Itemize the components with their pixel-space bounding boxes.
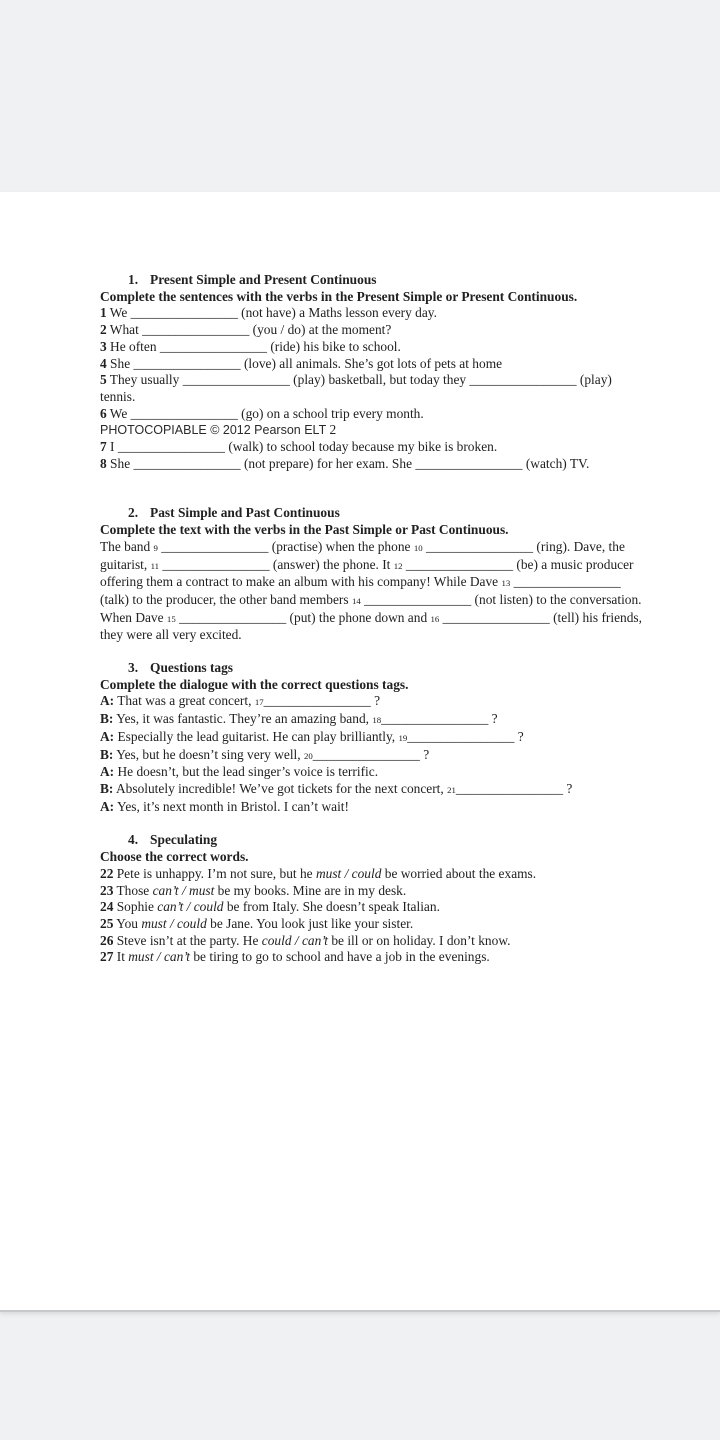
bold-label: 8 — [100, 455, 107, 471]
text-segment: He doesn’t, but the lead singer’s voice is terrific. — [114, 764, 379, 780]
text-segment: When Dave — [100, 609, 167, 625]
worksheet-line — [100, 372, 706, 389]
word-choice: must / could — [141, 915, 207, 931]
text-segment: Especially the lead guitarist. He can play brilliantly, — [114, 728, 399, 744]
bold-label: 25 — [100, 915, 114, 931]
text-segment: What ________________ (you / do) at the moment? — [106, 322, 392, 338]
text-segment: they were all very excited. — [100, 627, 242, 643]
text-segment: ________________ (put) the phone down and — [175, 609, 431, 625]
section-heading — [100, 660, 706, 677]
bold-label: A: — [100, 798, 115, 814]
section-2 — [100, 505, 706, 644]
bold-label: 22 — [100, 865, 114, 881]
text-segment: They usually ________________ (play) basketball, but today they ________________ (play) — [106, 372, 612, 388]
bold-label: B: — [100, 780, 114, 796]
section-heading — [100, 832, 706, 849]
bold-label: 24 — [100, 899, 114, 915]
text-segment: (talk) to the producer, the other band members — [100, 591, 352, 607]
text-segment: be my books. Mine are in my desk. — [214, 882, 407, 898]
bold-label: 5 — [100, 372, 107, 388]
worksheet-line — [100, 933, 706, 950]
word-choice: can’t / must — [152, 882, 215, 898]
word-choice: can’t / could — [157, 899, 224, 915]
text-segment: be tiring to go to school and have a job in the evenings. — [190, 949, 490, 965]
answer-number: 15 — [166, 613, 176, 624]
text-segment: Absolutely incredible! We’ve got tickets for the next concert, — [113, 780, 448, 796]
worksheet-line — [100, 456, 706, 473]
text-segment: I ________________ (walk) to school today because my bike is broken. — [106, 439, 498, 455]
worksheet-line — [100, 610, 706, 628]
text-segment: Those — [113, 882, 153, 898]
text-segment: She ________________ (not prepare) for her exam. She ________________ (watch) TV. — [106, 455, 590, 471]
answer-number: 21 — [447, 784, 456, 795]
worksheet-line — [100, 729, 706, 747]
answer-number: 13 — [501, 578, 511, 589]
answer-number: 10 — [413, 542, 423, 553]
text-segment: Steve isn’t at the party. He — [113, 932, 262, 948]
answer-number: 18 — [372, 715, 382, 726]
worksheet-line — [100, 764, 706, 781]
text-segment: 2 — [329, 422, 337, 438]
answer-number: 17 — [254, 697, 264, 708]
text-segment: guitarist, — [100, 556, 151, 572]
text-segment: ________________ (answer) the phone. It — [159, 556, 394, 572]
section-instruction: Choose the correct words. — [100, 849, 249, 865]
section-title: Present Simple and Present Continuous — [150, 272, 377, 287]
worksheet-page — [0, 192, 720, 1312]
worksheet-line — [100, 439, 706, 456]
worksheet-line — [100, 356, 706, 373]
worksheet-line — [100, 883, 706, 900]
text-segment: Yes, it was fantastic. They’re an amazing band, — [113, 711, 373, 727]
worksheet-line — [100, 592, 706, 610]
answer-number: 14 — [351, 595, 361, 606]
bold-label: 6 — [100, 405, 107, 421]
worksheet-line — [100, 406, 706, 423]
section-heading — [100, 272, 706, 289]
bold-label: A: — [100, 728, 115, 744]
text-segment: She ________________ (love) all animals. She’s got lots of pets at home — [106, 355, 503, 371]
bold-label: 7 — [100, 439, 107, 455]
worksheet-line — [100, 781, 706, 799]
section-instruction: Complete the dialogue with the correct questions tags. — [100, 676, 409, 692]
worksheet-line — [100, 574, 706, 592]
word-choice: must / can’t — [128, 949, 191, 965]
text-segment: be from Italy. She doesn’t speak Italian. — [223, 899, 440, 915]
worksheet-line — [100, 747, 706, 765]
answer-number: 9 — [153, 542, 158, 553]
section-number: 3. — [128, 660, 139, 676]
section-1 — [100, 272, 706, 472]
bold-label: 3 — [100, 338, 107, 354]
text-segment: ________________ (be) a music producer — [402, 556, 634, 572]
section-number: 1. — [128, 272, 139, 287]
section-number: 4. — [128, 832, 139, 848]
text-segment: Yes, it’s next month in Bristol. I can’t wait! — [114, 798, 349, 814]
text-segment: be worried about the exams. — [381, 865, 537, 881]
worksheet-line — [100, 627, 706, 644]
answer-number: 20 — [303, 750, 313, 761]
text-segment: ________________ (ring). Dave, the — [422, 538, 625, 554]
worksheet-line — [100, 339, 706, 356]
bold-label: 26 — [100, 932, 114, 948]
worksheet-line — [100, 693, 706, 711]
section-number: 2. — [128, 505, 139, 521]
section-instruction: Complete the text with the verbs in the Past Simple or Past Continuous. — [100, 522, 509, 538]
text-segment: It — [113, 949, 129, 965]
text-segment: ________________ (not listen) to the conversation. — [360, 591, 642, 607]
bold-label: 23 — [100, 882, 114, 898]
text-segment: He often ________________ (ride) his bike to school. — [106, 338, 401, 354]
worksheet-line — [100, 799, 706, 816]
worksheet-line — [100, 305, 706, 322]
worksheet-line — [100, 916, 706, 933]
worksheet-content — [100, 272, 706, 966]
text-segment: You — [113, 915, 142, 931]
worksheet-line — [100, 557, 706, 575]
copyright-note: PHOTOCOPIABLE © 2012 Pearson ELT — [100, 423, 330, 438]
text-segment: ________________ (tell) his friends, — [439, 609, 642, 625]
text-segment: Yes, but he doesn’t sing very well, — [113, 746, 304, 762]
text-segment: ________________ ? — [381, 711, 498, 727]
text-segment: The band — [100, 538, 154, 554]
bold-label: A: — [100, 693, 115, 709]
worksheet-line — [100, 866, 706, 883]
section-3 — [100, 660, 706, 815]
viewer-background-top — [0, 0, 720, 192]
text-segment: be Jane. You look just like your sister. — [206, 915, 414, 931]
text-segment: ________________ — [510, 574, 621, 590]
bold-label: 4 — [100, 355, 107, 371]
worksheet-line — [100, 389, 706, 406]
section-title: Past Simple and Past Continuous — [150, 505, 340, 521]
section-title: Questions tags — [150, 660, 234, 676]
worksheet-line — [100, 899, 706, 916]
viewer-background-bottom — [0, 1312, 720, 1440]
text-segment: ________________ ? — [407, 728, 524, 744]
bold-label: B: — [100, 746, 114, 762]
section-instruction: Complete the sentences with the verbs in the Present Simple or Present Continuous. — [100, 288, 578, 304]
answer-number: 19 — [398, 732, 408, 743]
section-heading — [100, 505, 706, 522]
text-segment: Pete is unhappy. I’m not sure, but he — [113, 865, 316, 881]
text-segment: That was a great concert, — [114, 693, 255, 709]
bold-label: 2 — [100, 322, 107, 338]
worksheet-line — [100, 322, 706, 339]
bold-label: 27 — [100, 949, 114, 965]
answer-number: 11 — [150, 560, 160, 571]
bold-label: 1 — [100, 305, 107, 321]
worksheet-line — [100, 711, 706, 729]
text-segment: offering them a contract to make an album with his company! While Dave — [100, 574, 502, 590]
worksheet-line — [100, 949, 706, 966]
text-segment: tennis. — [100, 388, 136, 404]
word-choice: must / could — [315, 865, 382, 881]
answer-number: 16 — [430, 613, 440, 624]
worksheet-line — [100, 539, 706, 557]
section-title: Speculating — [150, 832, 218, 848]
text-segment: We ________________ (not have) a Maths lesson every day. — [106, 305, 437, 321]
section-4 — [100, 832, 706, 966]
answer-number: 12 — [393, 560, 403, 571]
text-segment: ________________ ? — [312, 746, 430, 762]
text-segment: Sophie — [113, 899, 158, 915]
text-segment: be ill or on holiday. I don’t know. — [327, 932, 511, 948]
worksheet-line — [100, 422, 706, 439]
bold-label: B: — [100, 711, 114, 727]
text-segment: We ________________ (go) on a school trip every month. — [106, 405, 424, 421]
text-segment: ________________ ? — [455, 780, 573, 796]
bold-label: A: — [100, 764, 115, 780]
word-choice: could / can’t — [261, 932, 328, 948]
text-segment: ________________ ? — [263, 693, 381, 709]
text-segment: ________________ (practise) when the phone — [157, 538, 414, 554]
